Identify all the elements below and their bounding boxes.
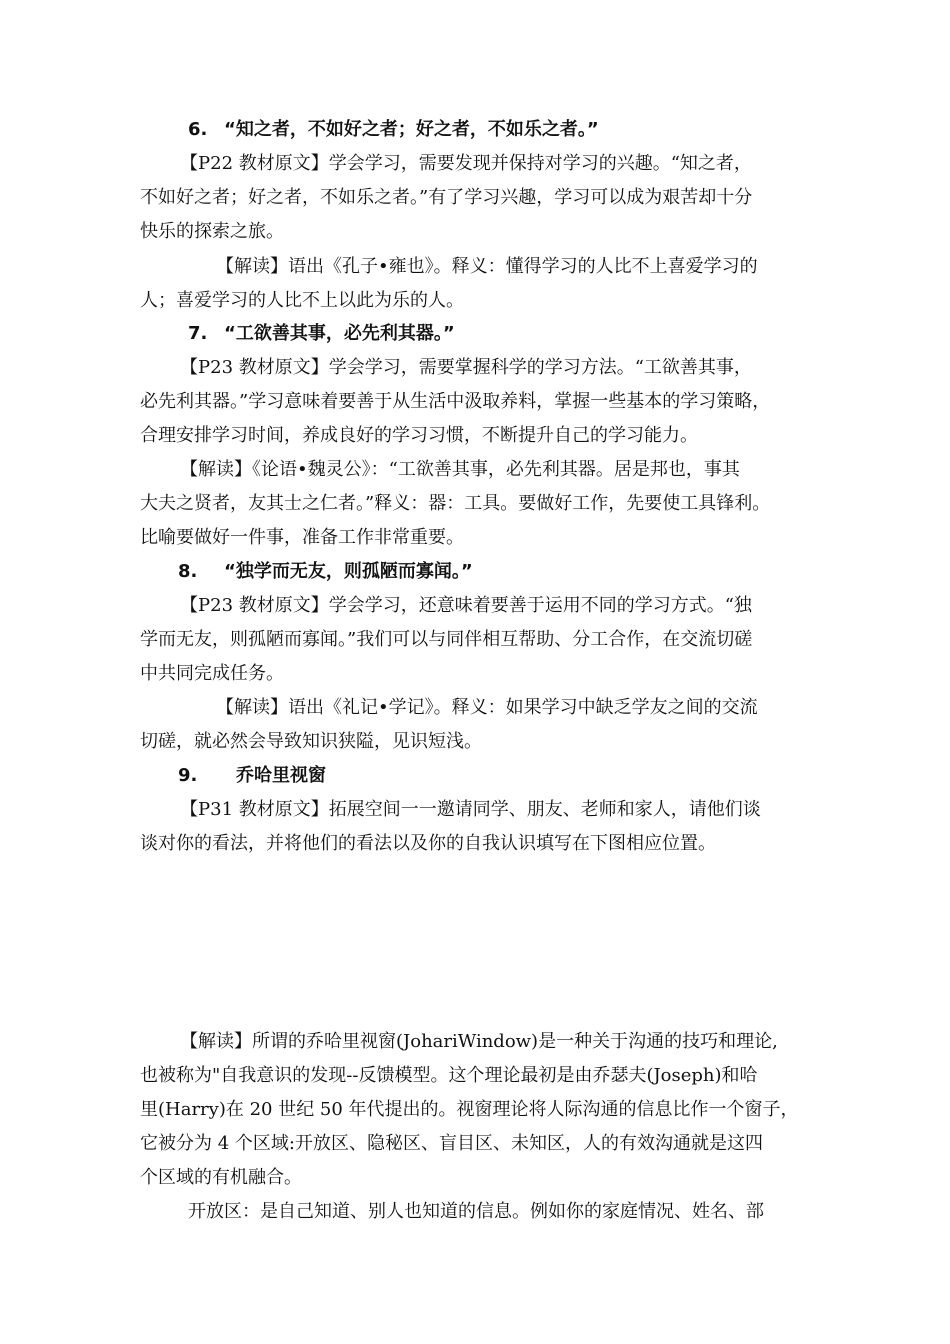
johari-line-2: 也被称为"自我意识的发现--反馈模型。这个理论最初是由乔瑟夫(Joseph)和哈 bbox=[140, 1065, 758, 1086]
section-7-heading: “工欲善其事，必先利其器。” bbox=[224, 323, 455, 344]
section-6-heading: “知之者，不如好之者；好之者，不如乐之者。” bbox=[224, 119, 599, 140]
section-7-original-line-1: 【P23 教材原文】学会学习，需要掌握科学的学习方法。“工欲善其事， bbox=[180, 357, 752, 378]
section-9-original-line-1: 【P31 教材原文】拓展空间一一邀请同学、朋友、老师和家人，请他们谈 bbox=[180, 799, 761, 820]
section-8-number: 8. bbox=[178, 561, 198, 582]
section-7-interpretation-line-3: 比喻要做好一件事，准备工作非常重要。 bbox=[140, 527, 464, 548]
section-6-number: 6. bbox=[188, 119, 208, 140]
section-7-original-line-2: 必先利其器。”学习意味着要善于从生活中汲取养料，掌握一些基本的学习策略， bbox=[140, 391, 771, 412]
johari-line-3: 里(Harry)在 20 世纪 50 年代提出的。视窗理论将人际沟通的信息比作一个窗子， bbox=[140, 1099, 799, 1120]
johari-line-4: 它被分为 4 个区域:开放区、隐秘区、盲目区、未知区，人的有效沟通就是这四 bbox=[140, 1133, 763, 1154]
section-6-interpretation-line-1: 【解读】语出《孔子•雍也》。释义：懂得学习的人比不上喜爱学习的 bbox=[216, 256, 758, 277]
section-8-interpretation-line-2: 切磋，就必然会导致知识狭隘，见识短浅。 bbox=[140, 731, 482, 752]
section-8-original-line-3: 中共同完成任务。 bbox=[140, 663, 284, 684]
section-7-original-line-3: 合理安排学习时间，养成良好的学习习惯，不断提升自己的学习能力。 bbox=[140, 425, 698, 446]
johari-open-area: 开放区：是自己知道、别人也知道的信息。例如你的家庭情况、姓名、部 bbox=[188, 1201, 764, 1222]
section-8-heading: “独学而无友，则孤陋而寡闻。” bbox=[224, 561, 473, 582]
johari-line-1: 【解读】所谓的乔哈里视窗(JohariWindow)是一种关于沟通的技巧和理论, bbox=[180, 1031, 778, 1052]
section-9-heading-row bbox=[178, 764, 326, 788]
section-8-original-line-1: 【P23 教材原文】学会学习，还意味着要善于运用不同的学习方式。“独 bbox=[180, 595, 752, 616]
section-6-interpretation-line-2: 人；喜爱学习的人比不上以此为乐的人。 bbox=[140, 290, 464, 311]
section-7-interpretation-line-1: 【解读】《论语•魏灵公》：“工欲善其事，必先利其器。居是邦也，事其 bbox=[180, 459, 740, 480]
section-6-heading-row bbox=[188, 118, 599, 142]
section-8-original-line-2: 学而无友，则孤陋而寡闻。”我们可以与同伴相互帮助、分工合作，在交流切磋 bbox=[140, 629, 753, 650]
section-6-original-line-1: 【P22 教材原文】学会学习，需要发现并保持对学习的兴趣。“知之者， bbox=[180, 153, 752, 174]
section-7-number: 7. bbox=[188, 323, 208, 344]
section-6-original-line-3: 快乐的探索之旅。 bbox=[140, 221, 284, 242]
section-9-original-line-2: 谈对你的看法，并将他们的看法以及你的自我认识填写在下图相应位置。 bbox=[140, 833, 716, 854]
johari-line-5: 个区域的有机融合。 bbox=[140, 1167, 302, 1188]
section-8-heading-row bbox=[178, 560, 473, 584]
section-9-heading: 乔哈里视窗 bbox=[236, 765, 326, 786]
section-9-number: 9. bbox=[178, 765, 198, 786]
section-7-heading-row bbox=[188, 322, 455, 346]
section-8-interpretation-line-1: 【解读】语出《礼记•学记》。释义：如果学习中缺乏学友之间的交流 bbox=[216, 697, 758, 718]
section-6-original-line-2: 不如好之者；好之者，不如乐之者。”有了学习兴趣，学习可以成为艰苦却十分 bbox=[140, 187, 753, 208]
section-7-interpretation-line-2: 大夫之贤者，友其士之仁者。”释义：器：工具。要做好工作，先要使工具锋利。 bbox=[140, 493, 771, 514]
